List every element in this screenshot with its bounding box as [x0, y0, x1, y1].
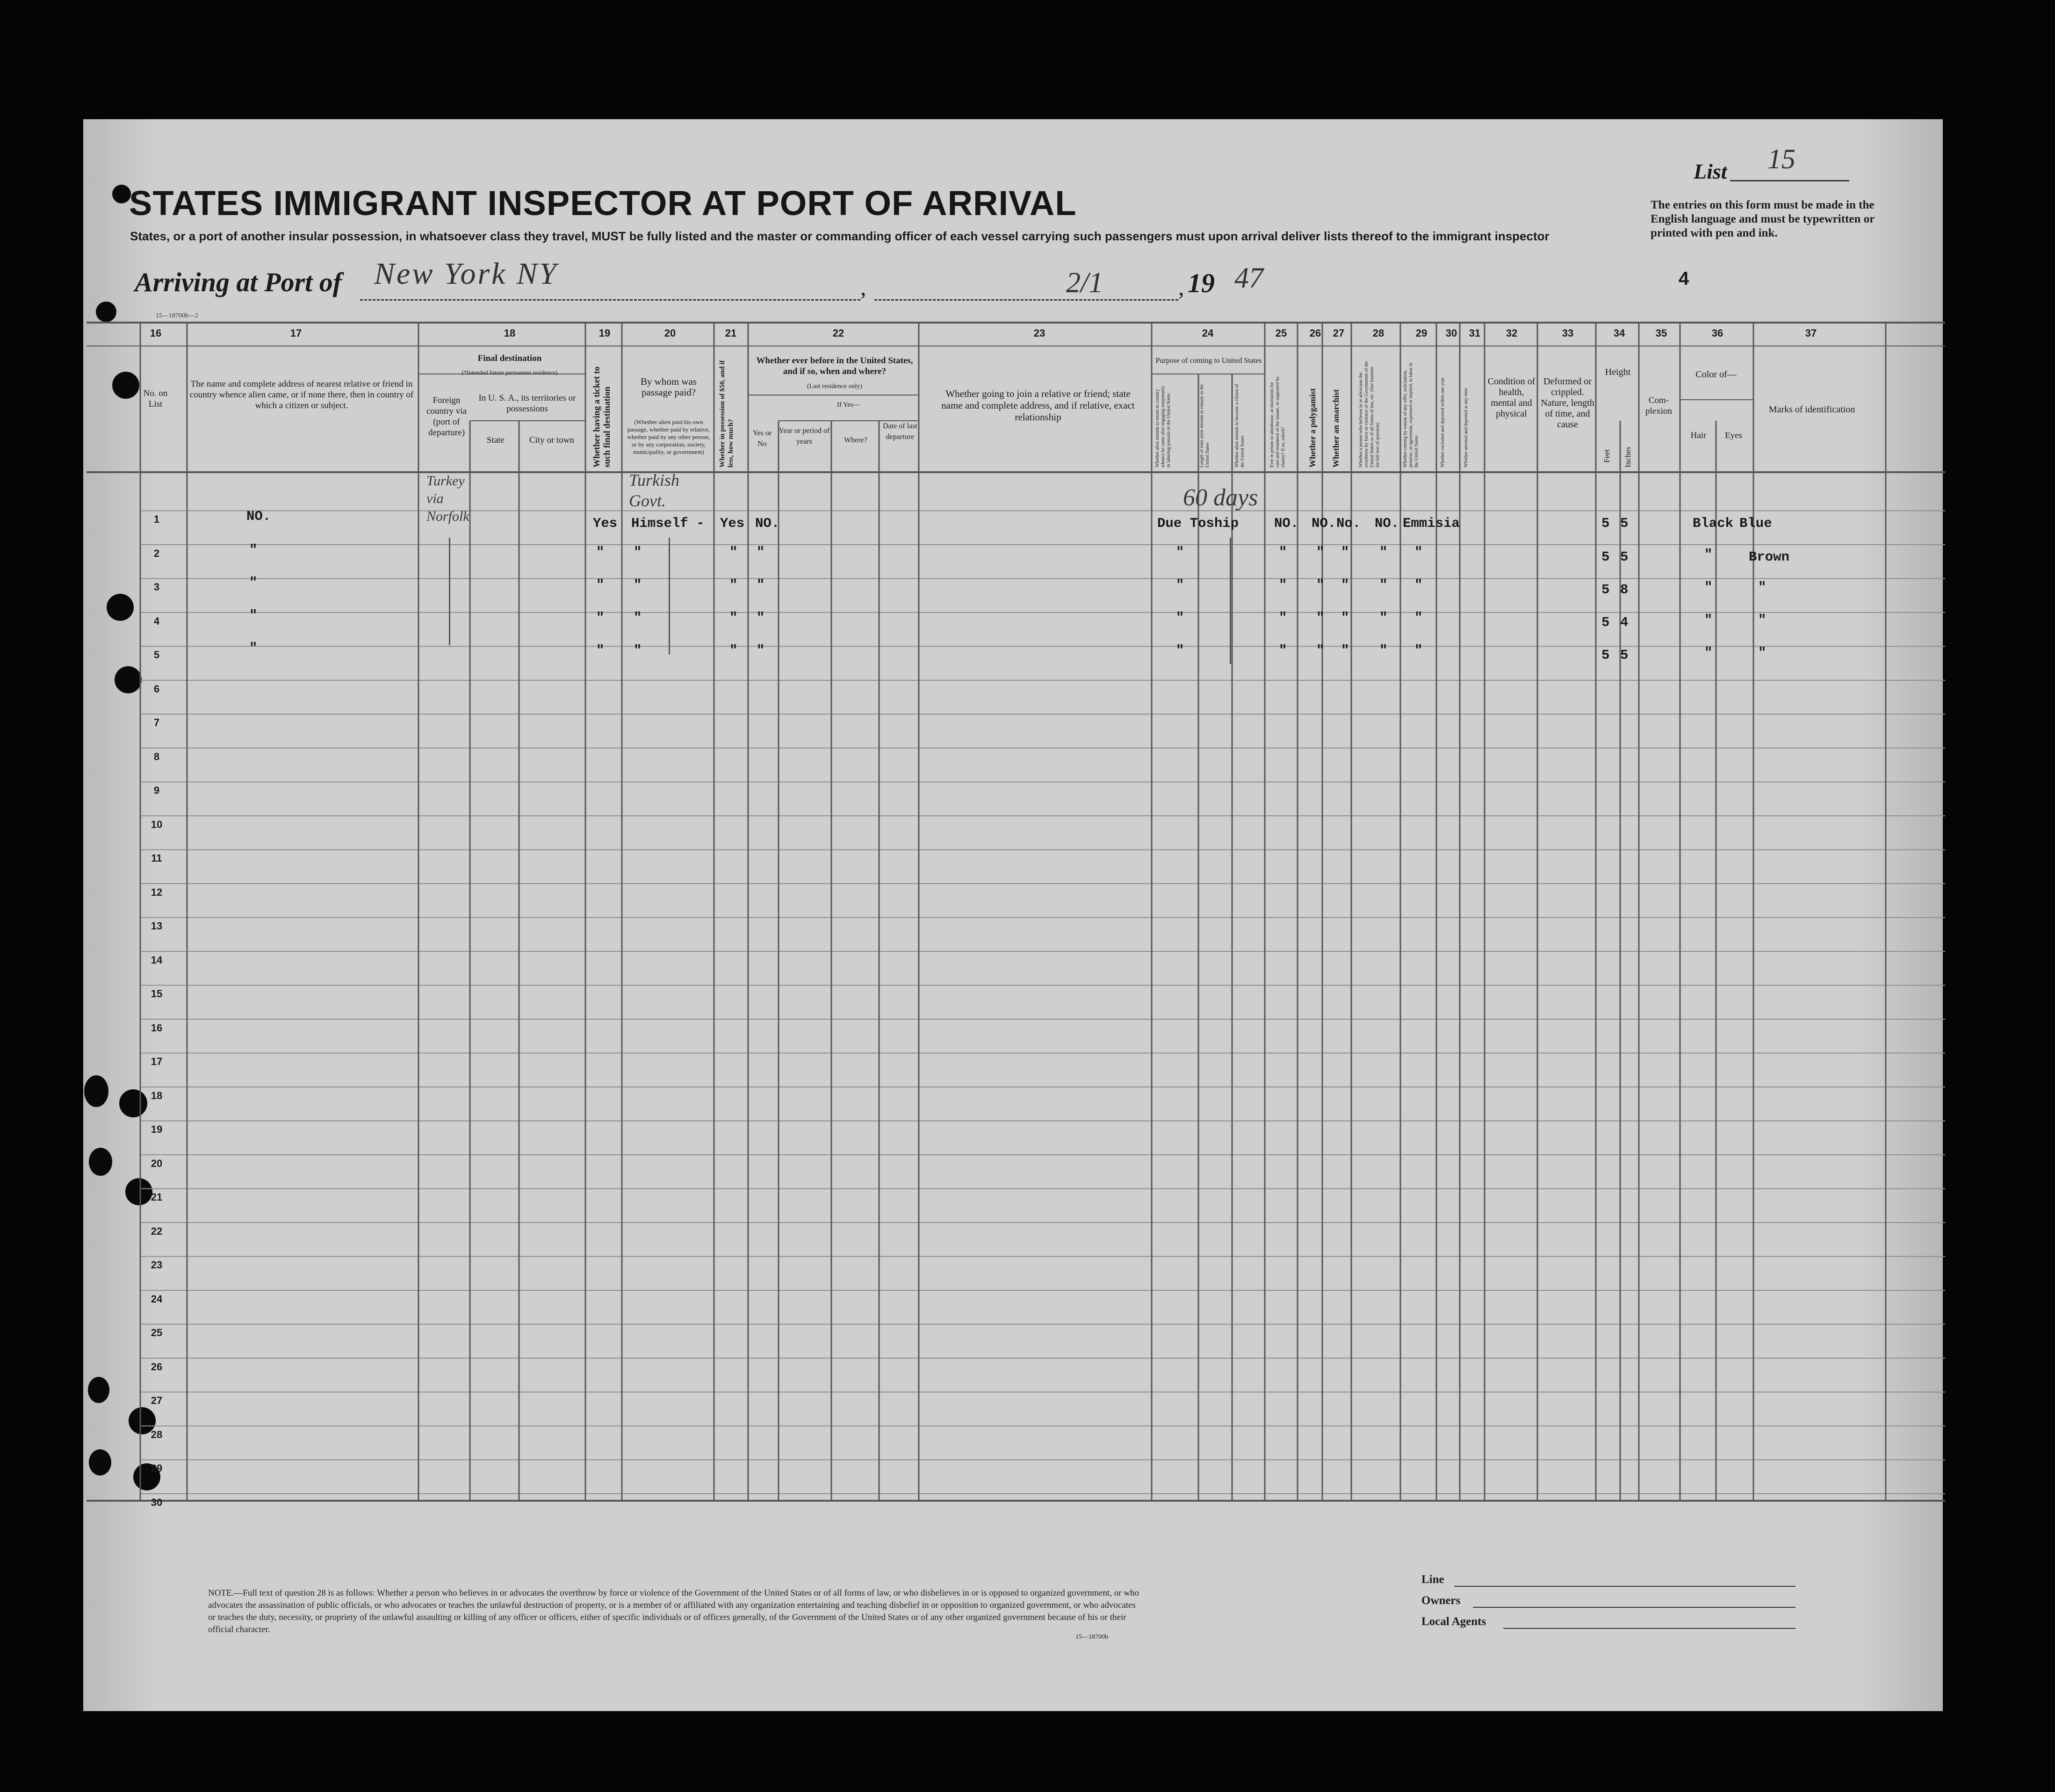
ditto-mark: ": [1758, 645, 1767, 661]
ditto-mark: ": [1341, 610, 1349, 626]
hdr-prison: Ever in prison or almshouse, or institution for care and treatment of the insane, or supported by charity? If so, which?: [1269, 376, 1286, 468]
row-number: 20: [151, 1157, 163, 1169]
col-num-17: 17: [290, 327, 302, 339]
row-number: 3: [153, 581, 160, 593]
prison-row-1: NO.: [1274, 516, 1299, 531]
height-inches-row-5: 5: [1620, 648, 1629, 663]
row-number: 30: [151, 1496, 163, 1508]
col-num-37: 37: [1805, 327, 1817, 339]
height-feet-row-3: 5: [1601, 582, 1610, 597]
row-number: 15: [151, 988, 163, 1000]
ditto-mark: ": [1176, 610, 1184, 626]
hdr-health: Condition of health, mental and physical: [1487, 376, 1536, 419]
hdr-purpose-return: Whether alien intends to return to country whence he came after engaging temporarily in laboring pursuits in the United States: [1155, 385, 1171, 468]
ditto-mark: ": [1704, 580, 1713, 595]
row-number: 27: [151, 1395, 163, 1406]
hdr-foreign-country: Foreign country via (port of departure): [426, 396, 467, 438]
ditto-mark: ": [729, 610, 738, 626]
ditto-mark: ": [634, 577, 642, 593]
col-num-26: 26: [1309, 327, 1321, 339]
ditto-mark: ": [634, 545, 642, 560]
polygamist-row-1: NO.: [1312, 516, 1336, 531]
col-num-19: 19: [598, 327, 611, 339]
hdr-polygamist: Whether a polygamist: [1308, 388, 1317, 468]
col-num-23: 23: [1033, 327, 1046, 339]
ditto-mark: ": [1279, 545, 1287, 560]
form-code: 15—18700b—2: [156, 312, 198, 319]
hdr-in-usa: In U. S. A., its territories or possessions: [478, 393, 576, 414]
ditto-mark: ": [1279, 610, 1287, 626]
hdr-fifty-dollars: Whether in possession of $50, and if less, how much?: [719, 360, 735, 468]
ditto-relative: ": [249, 542, 258, 558]
hdr-complexion: Com-plexion: [1645, 396, 1672, 416]
ditto-mark: ": [757, 545, 765, 560]
row-number: 6: [153, 683, 160, 695]
hdr-join-relative: Whether going to join a relative or friend; state name and complete address, and if relative, exact relationship: [941, 388, 1135, 423]
ditto-mark: ": [1341, 577, 1349, 593]
row-number: 18: [151, 1089, 163, 1101]
col-num-34: 34: [1613, 327, 1625, 339]
hdr-nearest-relative: The name and complete address of nearest relative or friend in country whence alien came, or if none there, then in country of which a citizen or subject.: [189, 379, 414, 410]
ditto-mark: ": [1316, 643, 1325, 658]
ditto-mark: ": [1704, 645, 1713, 661]
row-number: 1: [153, 513, 160, 525]
height-feet-row-2: 5: [1601, 549, 1610, 565]
ditto-mark: ": [1704, 547, 1713, 562]
ditto-mark: ": [634, 643, 642, 658]
ditto-mark: ": [1316, 545, 1325, 560]
arrival-year: 47: [1234, 262, 1263, 294]
row-number: 22: [151, 1225, 163, 1237]
row-number: 13: [151, 920, 163, 932]
col-num-24: 24: [1202, 327, 1214, 339]
ditto-mark: ": [1758, 612, 1767, 628]
col-num-30: 30: [1445, 327, 1457, 339]
ditto-mark: ": [596, 610, 605, 626]
ditto-relative: ": [249, 608, 258, 623]
form-instructions: The entries on this form must be made in the English language and must be typewritten or printed with pen and ink.: [1651, 199, 1875, 239]
hdr-offer: Whether coming by reason of any offer, solicitation, promise, or agreement, expressed or implied, to labor in the United States: [1403, 362, 1419, 468]
hdr-city: City or town: [529, 435, 575, 445]
col-num-20: 20: [664, 327, 676, 339]
hdr-marks: Marks of identification: [1768, 404, 1855, 415]
row-number: 9: [153, 784, 160, 796]
row-number: 4: [153, 615, 160, 627]
col-num-27: 27: [1333, 327, 1345, 339]
row-number: 2: [153, 547, 160, 559]
ditto-mark: ": [1414, 577, 1423, 593]
form-title: STATES IMMIGRANT INSPECTOR AT PORT OF ARRIVAL: [129, 184, 1077, 223]
hdr-inches: Inches: [1623, 446, 1632, 468]
ditto-mark: ": [1316, 577, 1325, 593]
row-number: 7: [153, 717, 160, 728]
purpose-row-1: Due Toship: [1157, 516, 1239, 531]
ditto-mark: ": [729, 545, 738, 560]
form-subtitle: States, or a port of another insular possession, in whatsoever class they travel, MUST be fully listed and the master or commanding officer of each vessel carrying such passengers must upon arrival deliver lists thereof to the immigrant inspector: [130, 229, 1550, 243]
row-number: 24: [151, 1293, 163, 1305]
comma: ,: [1178, 274, 1184, 300]
col-num-28: 28: [1372, 327, 1384, 339]
ditto-mark: ": [1758, 580, 1767, 595]
hdr-deformed: Deformed or crippled. Nature, length of time, and cause: [1541, 376, 1594, 430]
ditto-mark: ": [634, 610, 642, 626]
hdr-passage-paid: By whom was passage paid?: [640, 376, 697, 398]
hdr-final-destination-sub: (*Intended future permanent residence): [461, 369, 558, 376]
ditto-mark: ": [1341, 643, 1349, 658]
overthrow-row-1: NO.: [1375, 516, 1399, 531]
ditto-mark: ": [1279, 577, 1287, 593]
anarchist-row-1: No.: [1336, 516, 1361, 531]
hdr-excluded: Whether excluded and deported within one year: [1440, 377, 1445, 468]
footnote-question-28: NOTE.—Full text of question 28 is as follows: Whether a person who believes in or advocates the overthrow by force or violence of the Government of the United States or of all forms of law, or who disbelieves in or is opposed to organized government, or who advocates the assassination of public officials, or who advocates or teaches the unlawful destruction of property, or is a member of or affiliated with any organization entertaining and teaching disbelief in or opposition to organized government, or who advocates or teaches the duty, necessity, or propriety of the unlawful assaulting or killing of any officer or officers, either of specific individuals or of officers generally, of the Government of the United States or of any other organized government because of his or their official character.: [208, 1588, 1139, 1634]
hdr-arrested: Whether arrested and deported at any time: [1464, 388, 1469, 468]
offer-row-1: Emmisia: [1403, 516, 1460, 531]
comma: ,: [860, 274, 866, 300]
ditto-mark: ": [1414, 643, 1423, 658]
port-of-arrival: New York NY: [374, 257, 558, 291]
ditto-mark: ": [1414, 545, 1423, 560]
passage-row-1: Himself -: [631, 516, 705, 531]
row-number: 21: [151, 1191, 163, 1203]
hdr-height: Height: [1605, 367, 1631, 377]
col-num-33: 33: [1562, 327, 1574, 339]
hdr-yes-or-no: Yes or No: [752, 429, 772, 448]
col-num-35: 35: [1655, 327, 1667, 339]
hair-row-1: Black: [1693, 516, 1734, 531]
ditto-mark: ": [757, 610, 765, 626]
ticket-row-1: Yes: [593, 516, 618, 531]
col-num-32: 32: [1506, 327, 1518, 339]
ditto-mark: ": [596, 643, 605, 658]
hdr-final-destination: Final destination: [477, 353, 542, 363]
hdr-no-on-list: No. on List: [143, 389, 168, 409]
ditto-mark: ": [1176, 643, 1184, 658]
passage-handwritten: Turkish Govt.: [629, 471, 680, 510]
col-num-31: 31: [1469, 327, 1481, 339]
row-number: 16: [151, 1022, 163, 1034]
money-row-1: Yes: [720, 516, 745, 531]
before-row-1: NO.: [755, 516, 780, 531]
col-num-21: 21: [725, 327, 737, 339]
hdr-if-yes: If Yes—: [836, 401, 860, 409]
ditto-mark: ": [729, 577, 738, 593]
ditto-relative: ": [249, 575, 258, 590]
ditto-mark: ": [1279, 643, 1287, 658]
hdr-year-period: Year or period of years: [779, 427, 830, 446]
arrival-date: 2/1: [1066, 267, 1103, 299]
owners-underline: [1473, 1607, 1795, 1608]
hdr-state: State: [487, 435, 505, 445]
ditto-mark: ": [1379, 610, 1388, 626]
ditto-mark: ": [1379, 545, 1388, 560]
ditto-mark: ": [757, 643, 765, 658]
col-num-25: 25: [1275, 327, 1287, 339]
row-number: 11: [151, 852, 162, 864]
ditto-mark: ": [1316, 610, 1325, 626]
hdr-eyes: Eyes: [1725, 431, 1742, 440]
ditto-mark: ": [1379, 643, 1388, 658]
ditto-mark: ": [729, 643, 738, 658]
ditto-mark: ": [596, 545, 605, 560]
hdr-purpose: Purpose of coming to United States: [1155, 357, 1262, 365]
list-label: List: [1694, 159, 1727, 183]
ditto-mark: ": [1176, 545, 1184, 560]
col-num-22: 22: [832, 327, 844, 339]
hdr-hair: Hair: [1690, 431, 1707, 440]
height-inches-row-2: 5: [1620, 549, 1629, 565]
row-number: 28: [151, 1428, 163, 1440]
ditto-relative: ": [249, 641, 258, 656]
hdr-where: Where?: [844, 436, 867, 444]
hdr-ever-before: Whether ever before in the United States, and if so, when and where?: [756, 356, 913, 376]
relative-row-1: NO.: [246, 509, 271, 524]
hdr-overthrow: Whether a person who believes in or advocates the overthrow by force or violence of the Government of the United States or of all forms of law, etc. (See footnote for full text of question): [1358, 361, 1380, 468]
year-prefix: 19: [1188, 268, 1215, 298]
row-number: 25: [151, 1327, 163, 1339]
hdr-feet: Feet: [1602, 449, 1611, 463]
height-inches-row-3: 8: [1620, 582, 1629, 597]
ditto-mark: ": [1704, 612, 1713, 628]
height-feet-row-5: 5: [1601, 648, 1610, 663]
row-number: 14: [151, 954, 163, 966]
page-number: 4: [1679, 268, 1689, 289]
col-num-36: 36: [1711, 327, 1723, 339]
row-number: 17: [151, 1056, 163, 1067]
row-number: 10: [151, 818, 163, 830]
ditto-mark: ": [757, 577, 765, 593]
local-agents-label: Local Agents: [1421, 1615, 1486, 1628]
hdr-purpose-citizen: Whether alien intends to become a citizen of the United States: [1234, 384, 1245, 468]
row-number: 19: [151, 1123, 163, 1135]
eyes-row-2: Brown: [1749, 549, 1790, 565]
hdr-color-of: Color of—: [1695, 369, 1737, 380]
ditto-line: [449, 538, 450, 645]
height-inches-row-1: 5: [1620, 516, 1629, 531]
foreign-country-handwritten: Turkey via Norfolk: [426, 473, 469, 524]
ditto-mark: ": [1379, 577, 1388, 593]
col-num-18: 18: [504, 327, 516, 339]
length-of-stay-handwritten: 60 days: [1183, 484, 1258, 511]
ditto-mark: ": [1176, 577, 1184, 593]
hdr-date-departure: Date of last departure: [883, 422, 917, 441]
hdr-anarchist: Whether an anarchist: [1331, 389, 1341, 468]
agents-underline: [1503, 1628, 1795, 1629]
arriving-label: Arriving at Port of: [135, 267, 342, 297]
row-number: 23: [151, 1259, 163, 1271]
ditto-mark: ": [1414, 610, 1423, 626]
ditto-mark: ": [1341, 545, 1349, 560]
height-feet-row-4: 5: [1601, 615, 1610, 630]
hdr-purpose-length: Length of time alien intends to remain in the United States: [1199, 384, 1210, 468]
row-number: 8: [153, 750, 160, 763]
row-number: 26: [151, 1360, 163, 1373]
hdr-ticket: Whether having a ticket to such final destination: [592, 366, 612, 468]
hdr-passage-paid-sub: (Whether alien paid his own passage, whether paid by relative, whether paid by any other person, or by any corporation, society, municipality, or government): [627, 418, 710, 455]
height-inches-row-4: 4: [1620, 615, 1629, 630]
line-underline: [1454, 1586, 1795, 1587]
form-code-footer: 15—18700b: [1075, 1634, 1108, 1641]
eyes-row-1: Blue: [1739, 516, 1772, 531]
col-num-29: 29: [1415, 327, 1428, 339]
row-number: 29: [151, 1462, 163, 1474]
hdr-ever-before-sub: (Last residence only): [807, 383, 863, 390]
owners-label: Owners: [1421, 1594, 1461, 1607]
row-number: 5: [153, 649, 160, 661]
col-num-16: 16: [150, 327, 162, 339]
ditto-line: [1230, 538, 1231, 664]
list-number: 15: [1767, 144, 1795, 174]
height-feet-row-1: 5: [1601, 516, 1610, 531]
row-number: 12: [151, 886, 163, 898]
ditto-line: [669, 538, 670, 655]
ditto-mark: ": [596, 577, 605, 593]
line-label: Line: [1421, 1573, 1444, 1586]
